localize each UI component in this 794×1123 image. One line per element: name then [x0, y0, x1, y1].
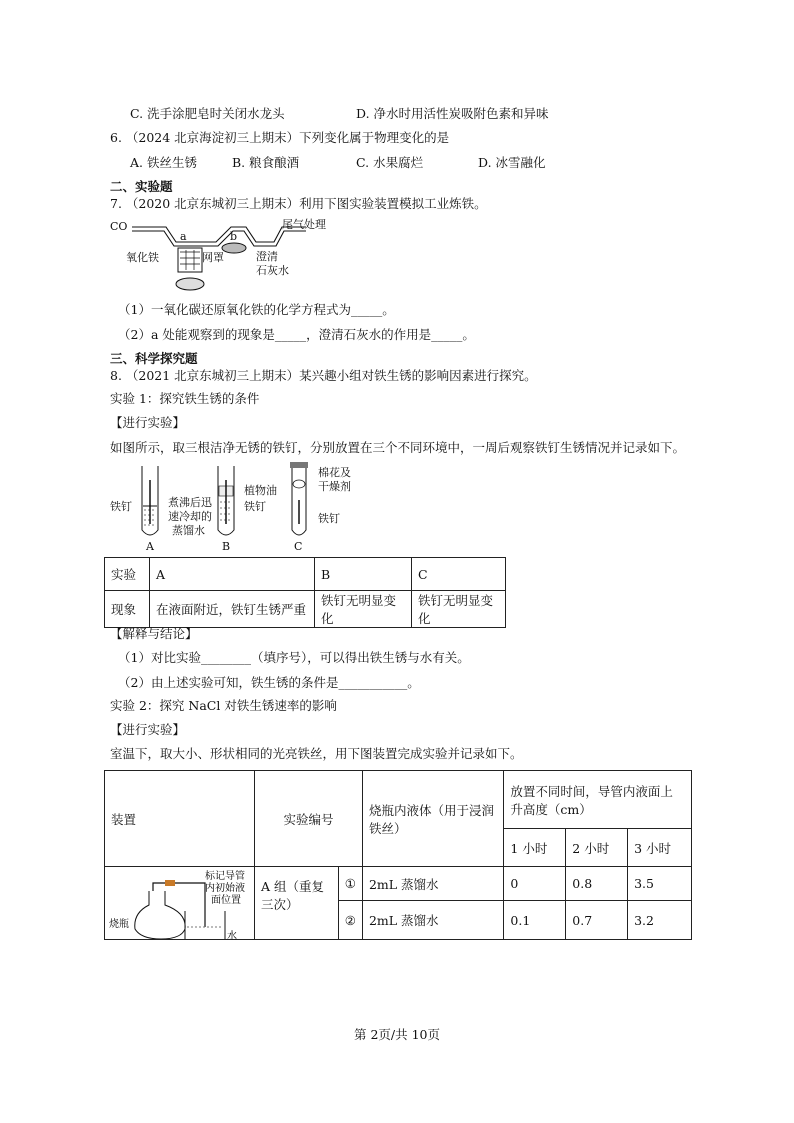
- table-cell: 0.7: [566, 901, 628, 940]
- option-5d: D. 净水时用活性炭吸附色素和异味: [356, 106, 549, 121]
- mesh-hood: [178, 248, 202, 272]
- boiled-water-label-3: 蒸馏水: [172, 524, 205, 537]
- experiment-2-description: 室温下，取大小、形状相同的光亮铁丝，用下图装置完成实验并记录如下。: [110, 746, 523, 761]
- nail-label-c: 铁钉: [318, 512, 340, 525]
- table-cell: A: [150, 558, 315, 591]
- cotton-label-2: 干燥剂: [318, 480, 351, 493]
- table-cell: 3.2: [628, 901, 692, 940]
- rubber-joint: [165, 880, 175, 886]
- stopper-c: [290, 462, 308, 468]
- question-7: 7. （2020 北京东城初三上期末）利用下图实验装置模拟工业炼铁。: [110, 196, 487, 211]
- table-cell: 铁钉无明显变化: [412, 591, 506, 628]
- svg-text:烧瓶: 烧瓶: [109, 919, 129, 930]
- table-cell: 2mL 蒸馏水: [362, 901, 503, 940]
- label-a: a: [180, 230, 187, 243]
- option-6a: A. 铁丝生锈: [130, 155, 197, 170]
- delivery-tube: [153, 883, 205, 927]
- rust-observation-table: [104, 557, 506, 628]
- svg-text:面位置: 面位置: [211, 895, 241, 906]
- table-cell: 2 小时: [566, 829, 628, 867]
- table-row: [105, 771, 692, 829]
- section-heading-experiment: 二、实验题: [110, 179, 173, 194]
- q7-part1: （1）一氧化碳还原氧化铁的化学方程式为_____。: [118, 302, 395, 317]
- table-cell: ②: [338, 901, 362, 940]
- q7-part2: （2）a 处能观察到的现象是_____，澄清石灰水的作用是_____。: [118, 327, 475, 342]
- table-cell: A 组（重复三次）: [254, 867, 338, 940]
- tube-label-c: C: [294, 540, 303, 553]
- iron-oxide-label: 氧化铁: [126, 251, 159, 264]
- lamp-flame: [176, 278, 204, 290]
- nail-label-a: 铁钉: [110, 500, 132, 513]
- table-cell: ①: [338, 867, 362, 901]
- section-heading-inquiry: 三、科学探究题: [110, 351, 198, 366]
- conclusion-2: （2）由上述实验可知，铁生锈的条件是___________。: [118, 675, 420, 690]
- table-row: [105, 867, 692, 901]
- experiment-1-description: 如图所示，取三根洁净无锈的铁钉，分别放置在三个不同环境中，一周后观察铁钉生锈情况并记录如下。: [110, 440, 686, 455]
- option-6c: C. 水果腐烂: [356, 155, 424, 170]
- table-cell: B: [315, 558, 412, 591]
- nail-label-b: 铁钉: [244, 500, 266, 513]
- test-tubes-figure: [106, 460, 376, 554]
- table-cell: 3 小时: [628, 829, 692, 867]
- table-cell: C: [412, 558, 506, 591]
- limewater-label-1: 澄清: [256, 250, 278, 263]
- do-experiment-heading-2: 【进行实验】: [110, 722, 186, 737]
- tail-gas-label: 尾气处理: [282, 218, 326, 231]
- boiled-water-label-2: 速冷却的: [168, 510, 212, 523]
- table-cell: 在液面附近，铁钉生锈严重: [150, 591, 315, 628]
- table-row: [105, 558, 506, 591]
- table-cell: 烧瓶内液体（用于浸润铁丝）: [362, 771, 503, 867]
- do-experiment-heading-1: 【进行实验】: [110, 415, 186, 430]
- conclusion-1: （1）对比实验________（填序号），可以得出铁生锈与水有关。: [118, 650, 470, 665]
- experiment-2-title: 实验 2：探究 NaCl 对铁生锈速率的影响: [110, 698, 337, 713]
- ironmaking-apparatus-figure: [106, 214, 346, 294]
- svg-text:标记导管: 标记导管: [205, 871, 245, 882]
- boiled-water-label-1: 煮沸后迅: [168, 496, 212, 509]
- cotton-desiccant: [293, 480, 305, 488]
- table-cell: 1 小时: [504, 829, 566, 867]
- option-5c: C. 洗手涂肥皂时关闭水龙头: [130, 106, 285, 121]
- co-label: CO: [110, 220, 128, 233]
- table-cell: 3.5: [628, 867, 692, 901]
- table-cell: 0.8: [566, 867, 628, 901]
- label-b: b: [230, 230, 238, 243]
- limewater-label-2: 石灰水: [256, 264, 289, 277]
- table-cell: 2mL 蒸馏水: [362, 867, 503, 901]
- question-8: 8. （2021 北京东城初三上期末）某兴趣小组对铁生锈的影响因素进行探究。: [110, 368, 537, 383]
- table-cell: 放置不同时间，导管内液面上升高度（cm）: [504, 771, 692, 829]
- apparatus-cell: [105, 867, 255, 940]
- experiment-1-title: 实验 1：探究铁生锈的条件: [110, 391, 260, 406]
- option-6d: D. 冰雪融化: [478, 155, 546, 170]
- flask: [135, 891, 185, 939]
- table-row: [105, 591, 506, 628]
- svg-text:水: 水: [227, 931, 237, 939]
- mesh-label: 网罩: [202, 251, 224, 264]
- table-cell: 铁钉无明显变化: [315, 591, 412, 628]
- explain-heading: 【解释与结论】: [110, 626, 198, 641]
- mesh-grid: [180, 250, 200, 270]
- table-cell: 实验: [105, 558, 150, 591]
- table-cell: 0.1: [504, 901, 566, 940]
- table-cell: 装置: [105, 771, 255, 867]
- tube-label-b: B: [222, 540, 231, 553]
- option-6b: B. 粮食酿酒: [232, 155, 300, 170]
- svg-text:内初始液: 内初始液: [205, 883, 245, 894]
- table-cell: 实验编号: [254, 771, 362, 867]
- oil-label: 植物油: [244, 484, 277, 497]
- page-footer: 第 2页/共 10页: [353, 1027, 441, 1042]
- nacl-rate-table: [104, 770, 692, 940]
- flask-apparatus-figure: [105, 867, 253, 939]
- tube-label-a: A: [146, 540, 154, 553]
- cotton-label-1: 棉花及: [318, 466, 351, 479]
- table-cell: 现象: [105, 591, 150, 628]
- limewater-trough: [222, 243, 246, 253]
- table-cell: 0: [504, 867, 566, 901]
- question-6: 6. （2024 北京海淀初三上期末）下列变化属于物理变化的是: [110, 130, 450, 145]
